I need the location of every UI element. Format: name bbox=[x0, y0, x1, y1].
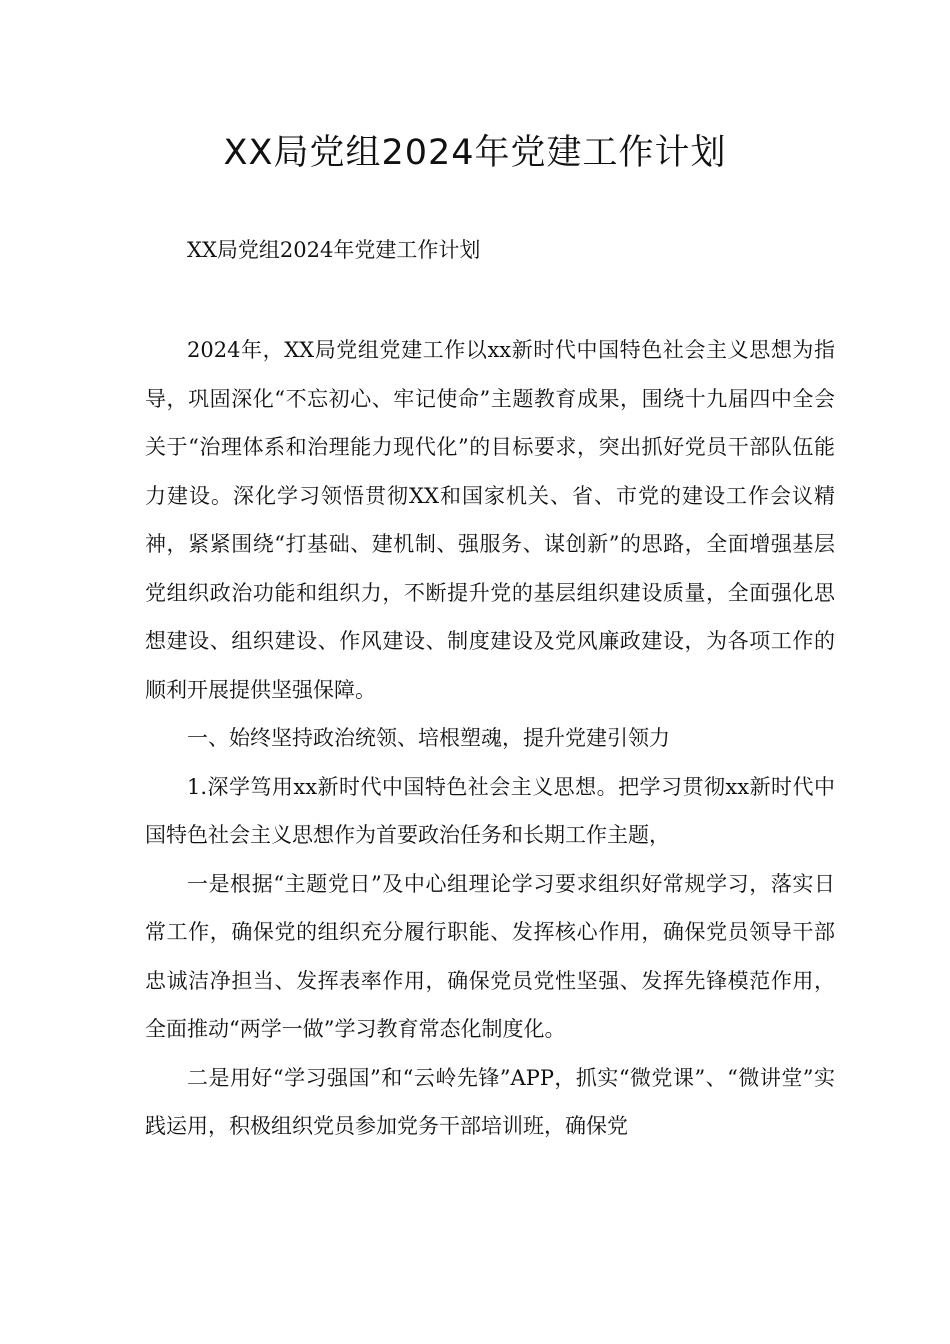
paragraph-point-1: 一是根据“主题党日”及中心组理论学习要求组织好常规学习，落实日常工作，确保党的组织充分履行职能、发挥核心作用，确保党员领导干部忠诚洁净担当、发挥表率作用，确保党员党性坚强、发挥先锋模范作用，全面推动“两学一做”学习教育常态化制度化。 bbox=[145, 871, 835, 1041]
section-heading-1: 一、始终坚持政治统领、培根塑魂，提升党建引领力 bbox=[187, 726, 670, 750]
paragraph-item-1: 1.深学笃用xx新时代中国特色社会主义思想。把学习贯彻xx新时代中国特色社会主义思想作为首要政治任务和长期工作主题， bbox=[145, 774, 835, 847]
document-body bbox=[145, 326, 835, 1151]
paragraph-intro: 2024年，XX局党组党建工作以xx新时代中国特色社会主义思想为指导，巩固深化“不忘初心、牢记使命”主题教育成果，围绕十九届四中全会关于“治理体系和治理能力现代化”的目标要求，突出抓好党员干部队伍能力建设。深化学习领悟贯彻XX和国家机关、省、市党的建设工作会议精神，紧紧围绕“打基础、建机制、强服务、谋创新”的思路，全面增强基层党组织政治功能和组织力，不断提升党的基层组织建设质量，全面强化思想建设、组织建设、作风建设、制度建设及党风廉政建设，为各项工作的顺利开展提供坚强保障。 bbox=[145, 338, 835, 702]
document-title: XX局党组2024年党建工作计划 bbox=[223, 133, 727, 173]
document-subtitle: XX局党组2024年党建工作计划 bbox=[187, 238, 481, 262]
paragraph-point-2: 二是用好“学习强国”和“云岭先锋”APP，抓实“微党课”、“微讲堂”实践运用，积极组织党员参加党务干部培训班，确保党 bbox=[145, 1065, 835, 1138]
